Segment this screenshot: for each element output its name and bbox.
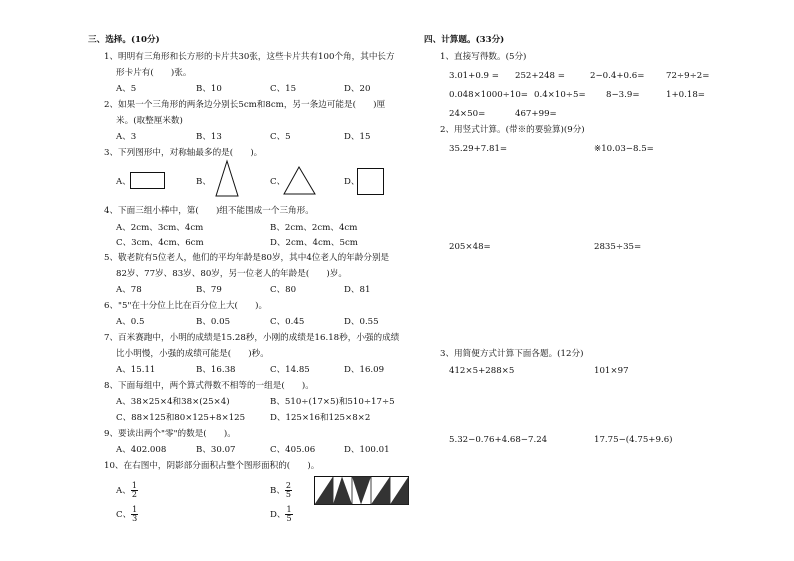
q3-opt-c: C、 (270, 177, 286, 187)
q5-line1: 5、敬老院有5位老人，他们的平均年龄是80岁，其中4位老人的年龄分别是 (104, 253, 390, 263)
q6-opt-b: B、0.05 (196, 317, 231, 327)
p3-title: 3、用简便方式计算下面各题。(12分) (440, 349, 584, 359)
q9-opt-d: D、100.01 (344, 445, 390, 455)
q10-opt-a: A、 $\frac{1}{2}$ (116, 481, 137, 499)
q1-opt-b: B、10 (196, 84, 222, 94)
q2-opt-a: A、3 (116, 132, 137, 142)
p1-r1-c4: 72÷9÷2= (666, 71, 710, 81)
q5-opt-d: D、81 (344, 285, 371, 295)
p3-item-1: 412×5+288×5 (449, 366, 515, 376)
q5-line2: 82岁、77岁、83岁、80岁，另一位老人的年龄是( )岁。 (116, 269, 347, 279)
q8-opt-b: B、510÷(17×5)和510÷17÷5 (270, 397, 395, 407)
p1-r3-c2: 467+99= (515, 109, 557, 119)
p1-r1-c3: 2−0.4+0.6= (590, 71, 645, 81)
q2-opt-b: B、13 (196, 132, 222, 142)
q1-line2: 形卡片有( )张。 (116, 68, 192, 78)
q7-opt-b: B、16.38 (196, 365, 236, 375)
q5-opt-b: B、79 (196, 285, 222, 295)
q1-opt-d: D、20 (344, 84, 371, 94)
q2-line2: 米。(取整厘米数) (116, 116, 183, 126)
p1-r2-c3: 8−3.9= (606, 90, 640, 100)
p3-item-3: 5.32−0.76+4.68−7.24 (449, 435, 548, 445)
p1-r3-c1: 24×50= (449, 109, 486, 119)
p1-title: 1、直接写得数。(5分) (440, 52, 527, 62)
q1-opt-a: A、5 (116, 84, 137, 94)
q4-opt-a: A、2cm、3cm、4cm (116, 223, 204, 233)
q3-line1: 3、下列图形中，对称轴最多的是( )。 (104, 148, 263, 158)
shaded-area-figure (314, 476, 410, 506)
q2-opt-c: C、5 (270, 132, 291, 142)
q2-line1: 2、如果一个三角形的两条边分别长5cm和8cm，另一条边可能是( )厘 (104, 100, 386, 110)
p2-item-1: 35.29+7.81= (449, 144, 508, 154)
q7-line2: 比小明慢，小强的成绩可能是( )秒。 (116, 349, 269, 359)
q10-opt-d: D、 $\frac{1}{5}$ (270, 505, 292, 523)
p2-item-2: ※10.03−8.5= (594, 144, 654, 154)
q1-line1: 1、明明有三角形和长方形的卡片共30张，这些卡片共有100个角，其中长方 (104, 52, 395, 62)
q7-opt-a: A、15.11 (116, 365, 156, 375)
section-choice-title: 三、选择。(10分) (88, 35, 160, 45)
q9-opt-c: C、405.06 (270, 445, 316, 455)
q4-opt-b: B、2cm、2cm、4cm (270, 223, 358, 233)
p1-r1-c1: 3.01+0.9 = (449, 71, 499, 81)
p2-item-4: 2835÷35= (594, 242, 642, 252)
q8-opt-a: A、38×25×4和38×(25×4) (116, 397, 230, 407)
q8-line1: 8、下面每组中，两个算式得数不相等的一组是( )。 (104, 381, 314, 391)
q7-line1: 7、百米赛跑中，小明的成绩是15.28秒，小刚的成绩是16.18秒，小强的成绩 (104, 333, 400, 343)
q3-opt-a: A、 (116, 177, 131, 187)
q5-opt-c: C、80 (270, 285, 297, 295)
q4-opt-c: C、3cm、4cm、6cm (116, 238, 204, 248)
q7-opt-c: C、14.85 (270, 365, 310, 375)
q1-opt-c: C、15 (270, 84, 297, 94)
q10-line1: 10、在右图中，阴影部分面积占整个图形面积的( )。 (104, 461, 320, 471)
p2-title: 2、用竖式计算。(带※的要验算)(9分) (440, 125, 585, 135)
p1-r2-c4: 1+0.18= (666, 90, 706, 100)
square-shape (357, 168, 385, 196)
q10-opt-b: B、 $\frac{2}{5}$ (270, 481, 292, 499)
q6-line1: 6、"5"在十分位上比在百分位上大( )。 (104, 301, 268, 311)
isosceles-triangle-shape (214, 160, 240, 198)
section-calc-title: 四、计算题。(33分) (424, 35, 505, 45)
q3-opt-d: D、 (344, 177, 360, 187)
q6-opt-a: A、0.5 (116, 317, 145, 327)
q5-opt-a: A、78 (116, 285, 142, 295)
p3-item-4: 17.75−(4.75+9.6) (594, 435, 673, 445)
q3-opt-b: B、 (196, 177, 211, 187)
q9-line1: 9、要读出两个"零"的数是( )。 (104, 429, 236, 439)
q2-opt-d: D、15 (344, 132, 371, 142)
q9-opt-b: B、30.07 (196, 445, 236, 455)
q4-line1: 4、下面三组小棒中，第( )组不能围成一个三角形。 (104, 206, 314, 216)
p1-r2-c1: 0.048×1000÷10= (449, 90, 529, 100)
q8-opt-d: D、125×16和125×8×2 (270, 413, 371, 423)
rectangle-shape (130, 170, 166, 192)
p2-item-3: 205×48= (449, 242, 491, 252)
p3-item-2: 101×97 (594, 366, 629, 376)
q9-opt-a: A、402.008 (116, 445, 167, 455)
q6-opt-c: C、0.45 (270, 317, 305, 327)
q6-opt-d: D、0.55 (344, 317, 379, 327)
q4-opt-d: D、2cm、4cm、5cm (270, 238, 358, 248)
p1-r2-c2: 0.4×10÷5= (534, 90, 586, 100)
q8-opt-c: C、88×125和80×125+8×125 (116, 413, 246, 423)
q7-opt-d: D、16.09 (344, 365, 385, 375)
q10-opt-c: C、 $\frac{1}{3}$ (116, 505, 138, 523)
equilateral-triangle-shape (283, 166, 317, 196)
p1-r1-c2: 252+248 = (515, 71, 565, 81)
